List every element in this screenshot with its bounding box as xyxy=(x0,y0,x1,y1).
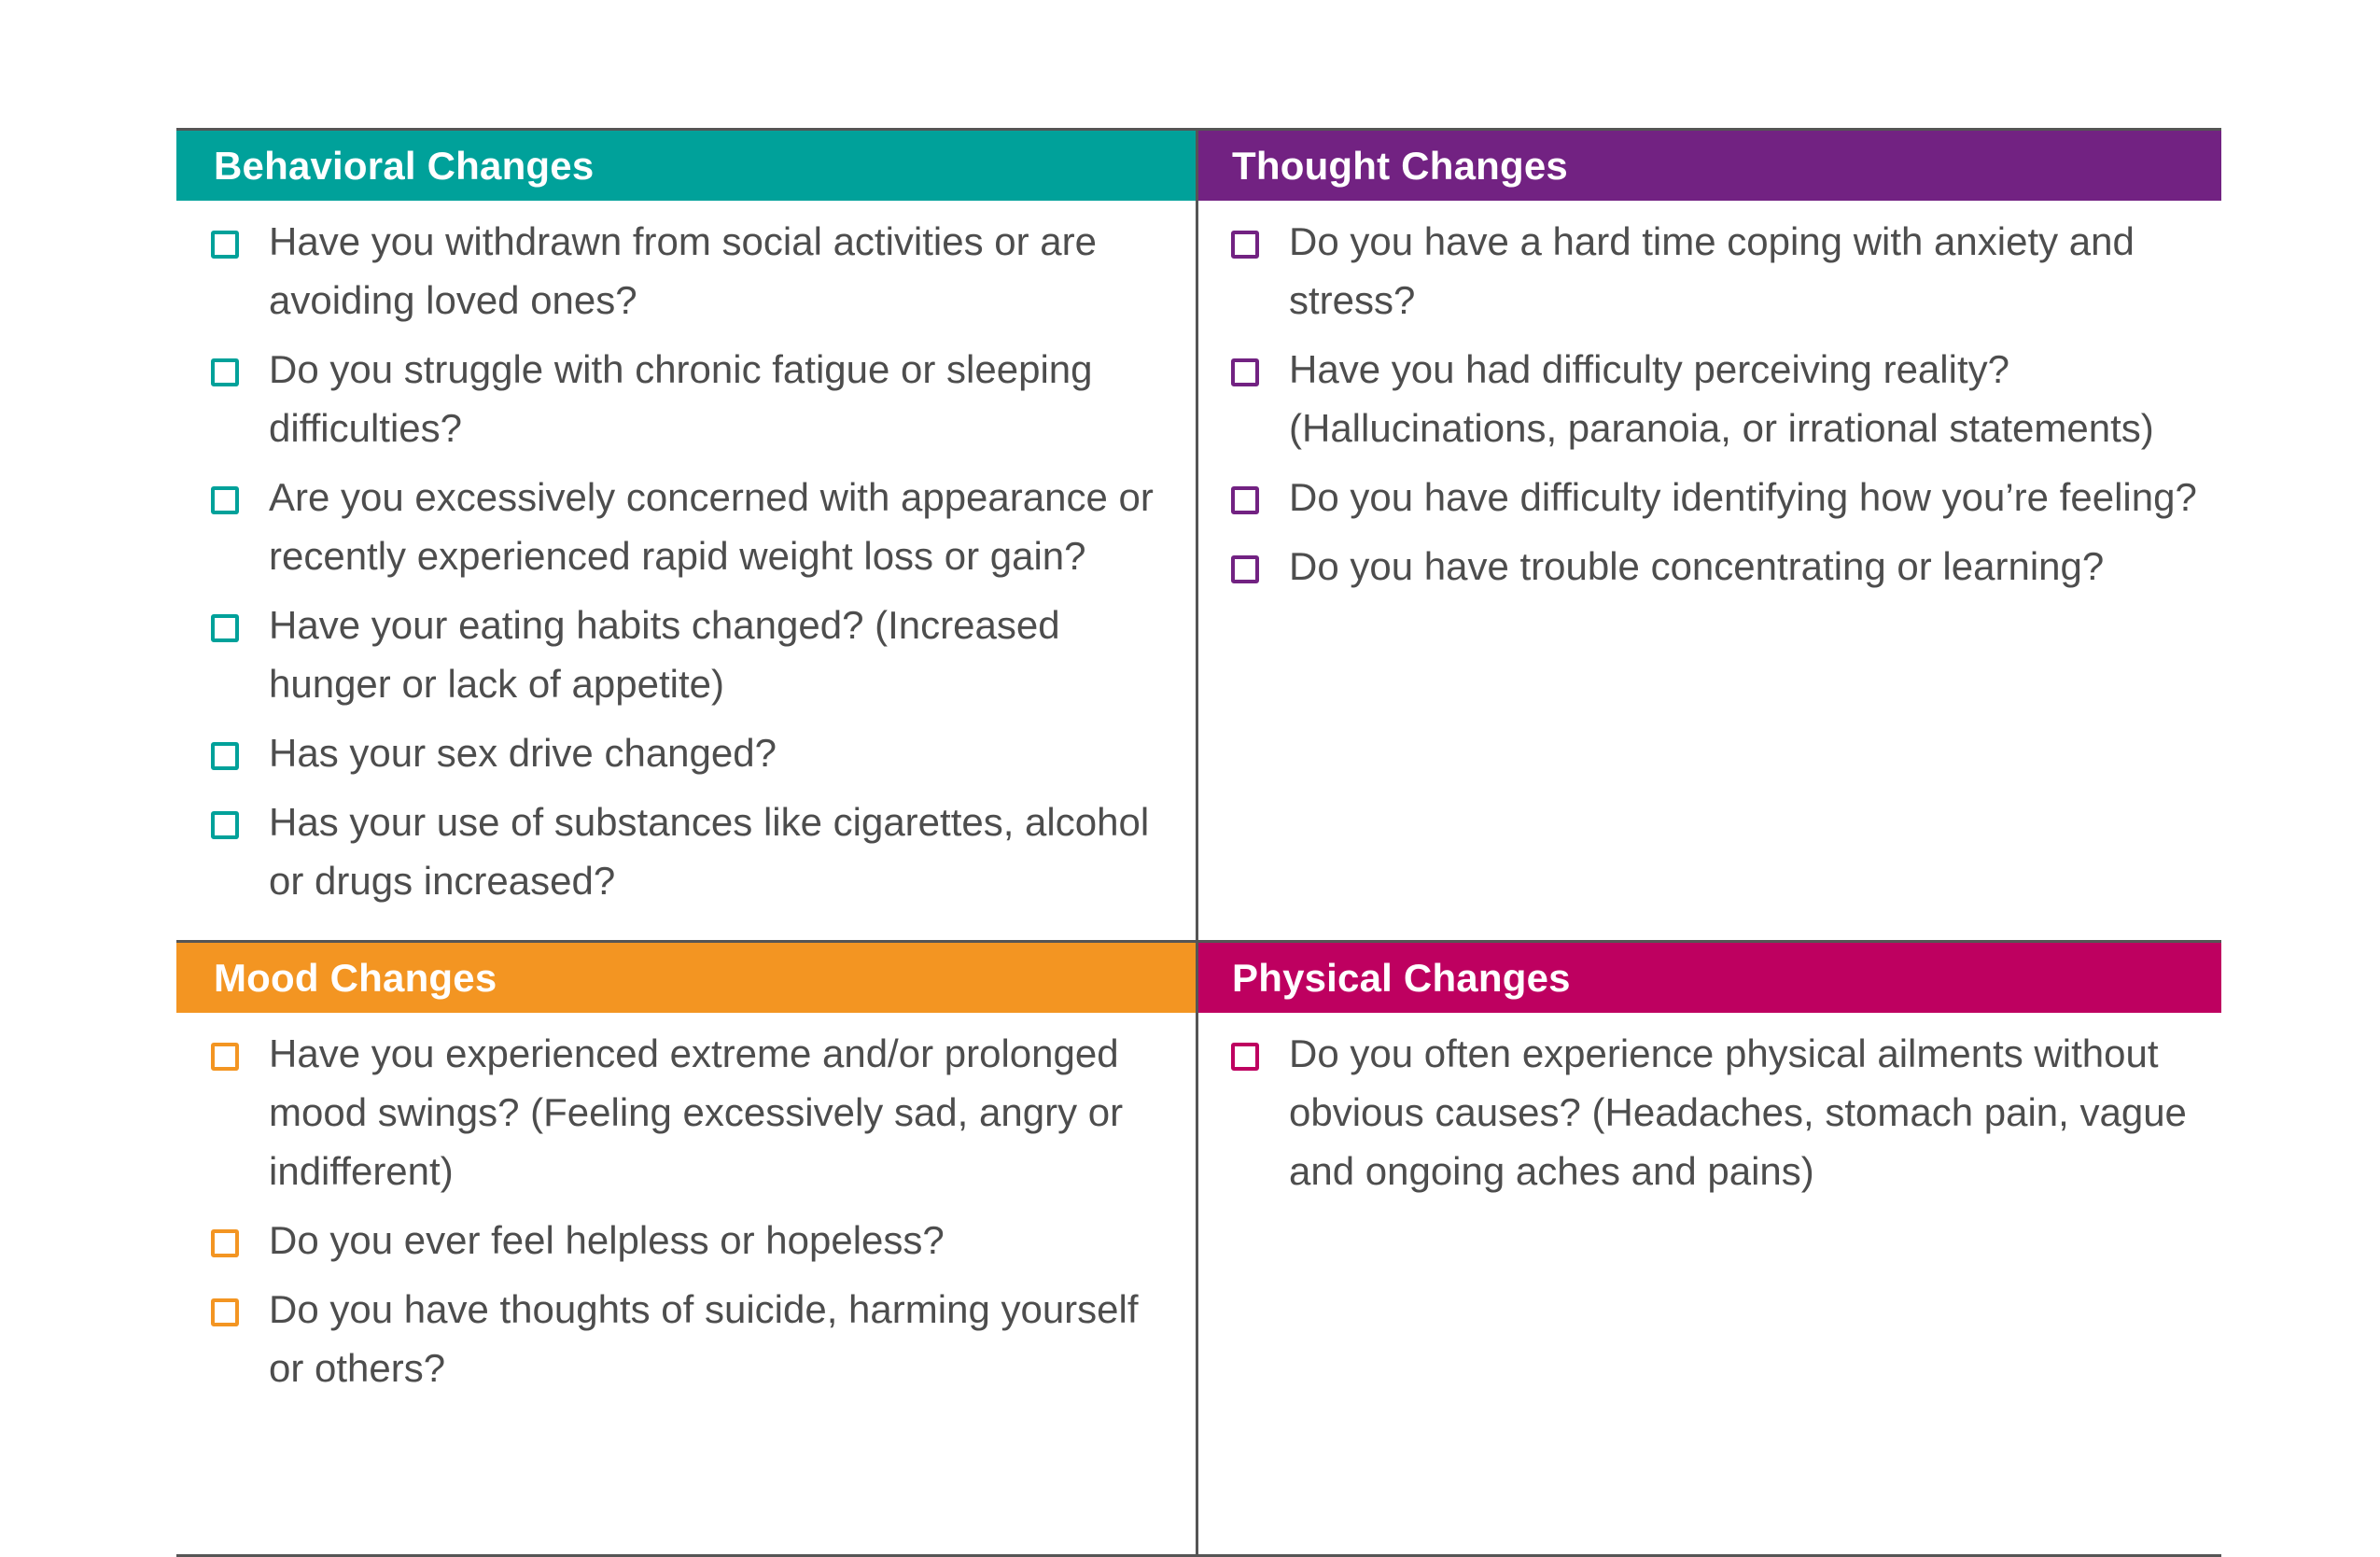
thought-changes-list xyxy=(1198,201,2221,596)
item-text: Have you had difficulty perceiving reality? (Hallucinations, paranoia, or irrational statements) xyxy=(1289,347,2154,450)
checkbox[interactable] xyxy=(1231,555,1259,583)
list-item xyxy=(1231,537,2203,596)
item-text: Do you have a hard time coping with anxiety and stress? xyxy=(1289,219,2135,322)
checkbox[interactable] xyxy=(211,1229,239,1257)
list-item xyxy=(211,596,1177,713)
list-item xyxy=(1231,468,2203,526)
thought-changes-title: Thought Changes xyxy=(1232,143,1568,188)
list-item xyxy=(211,793,1177,910)
checkbox[interactable] xyxy=(211,231,239,259)
item-text: Do you have thoughts of suicide, harming yourself or others? xyxy=(269,1287,1139,1390)
checkbox[interactable] xyxy=(1231,358,1259,386)
checkbox[interactable] xyxy=(211,1043,239,1071)
list-item xyxy=(211,468,1177,585)
list-item xyxy=(1231,1024,2203,1200)
physical-changes-title: Physical Changes xyxy=(1232,955,1571,1000)
behavioral-changes-section xyxy=(176,131,1198,943)
item-text: Do you have difficulty identifying how you’re feeling? xyxy=(1289,475,2197,519)
item-text: Have you experienced extreme and/or prolonged mood swings? (Feeling excessively sad, angry or indifferent) xyxy=(269,1031,1124,1193)
list-item xyxy=(1231,212,2203,330)
thought-changes-section xyxy=(1198,131,2221,943)
list-item xyxy=(211,212,1177,330)
checkbox[interactable] xyxy=(211,811,239,839)
list-item xyxy=(211,1280,1177,1397)
item-text: Have your eating habits changed? (Increased hunger or lack of appetite) xyxy=(269,603,1060,706)
checkbox[interactable] xyxy=(211,358,239,386)
physical-changes-section xyxy=(1198,943,2221,1554)
checkbox[interactable] xyxy=(1231,231,1259,259)
behavioral-changes-title: Behavioral Changes xyxy=(214,143,595,188)
checkbox[interactable] xyxy=(1231,1043,1259,1071)
checklist-grid xyxy=(176,128,2221,1557)
checkbox[interactable] xyxy=(211,742,239,770)
mood-changes-header xyxy=(176,943,1196,1013)
item-text: Do you struggle with chronic fatigue or sleeping difficulties? xyxy=(269,347,1093,450)
mood-changes-title: Mood Changes xyxy=(214,955,497,1000)
checkbox[interactable] xyxy=(211,486,239,514)
item-text: Do you ever feel helpless or hopeless? xyxy=(269,1218,945,1262)
checkbox[interactable] xyxy=(211,614,239,642)
list-item xyxy=(211,1024,1177,1200)
item-text: Has your sex drive changed? xyxy=(269,731,777,775)
mood-changes-list xyxy=(176,1013,1196,1397)
item-text: Are you excessively concerned with appearance or recently experienced rapid weight loss or gain? xyxy=(269,475,1154,578)
physical-changes-list xyxy=(1198,1013,2221,1200)
item-text: Do you have trouble concentrating or learning? xyxy=(1289,544,2105,588)
thought-changes-header xyxy=(1198,131,2221,201)
list-item xyxy=(211,723,1177,782)
behavioral-changes-list xyxy=(176,201,1196,910)
list-item xyxy=(1231,340,2203,457)
behavioral-changes-header xyxy=(176,131,1196,201)
item-text: Do you often experience physical ailments without obvious causes? (Headaches, stomach pain, vague and ongoing aches and pains) xyxy=(1289,1031,2187,1193)
mood-changes-section xyxy=(176,943,1198,1554)
list-item xyxy=(211,340,1177,457)
physical-changes-header xyxy=(1198,943,2221,1013)
checkbox[interactable] xyxy=(1231,486,1259,514)
list-item xyxy=(211,1211,1177,1269)
item-text: Has your use of substances like cigarettes, alcohol or drugs increased? xyxy=(269,800,1150,903)
checkbox[interactable] xyxy=(211,1298,239,1326)
item-text: Have you withdrawn from social activities or are avoiding loved ones? xyxy=(269,219,1098,322)
